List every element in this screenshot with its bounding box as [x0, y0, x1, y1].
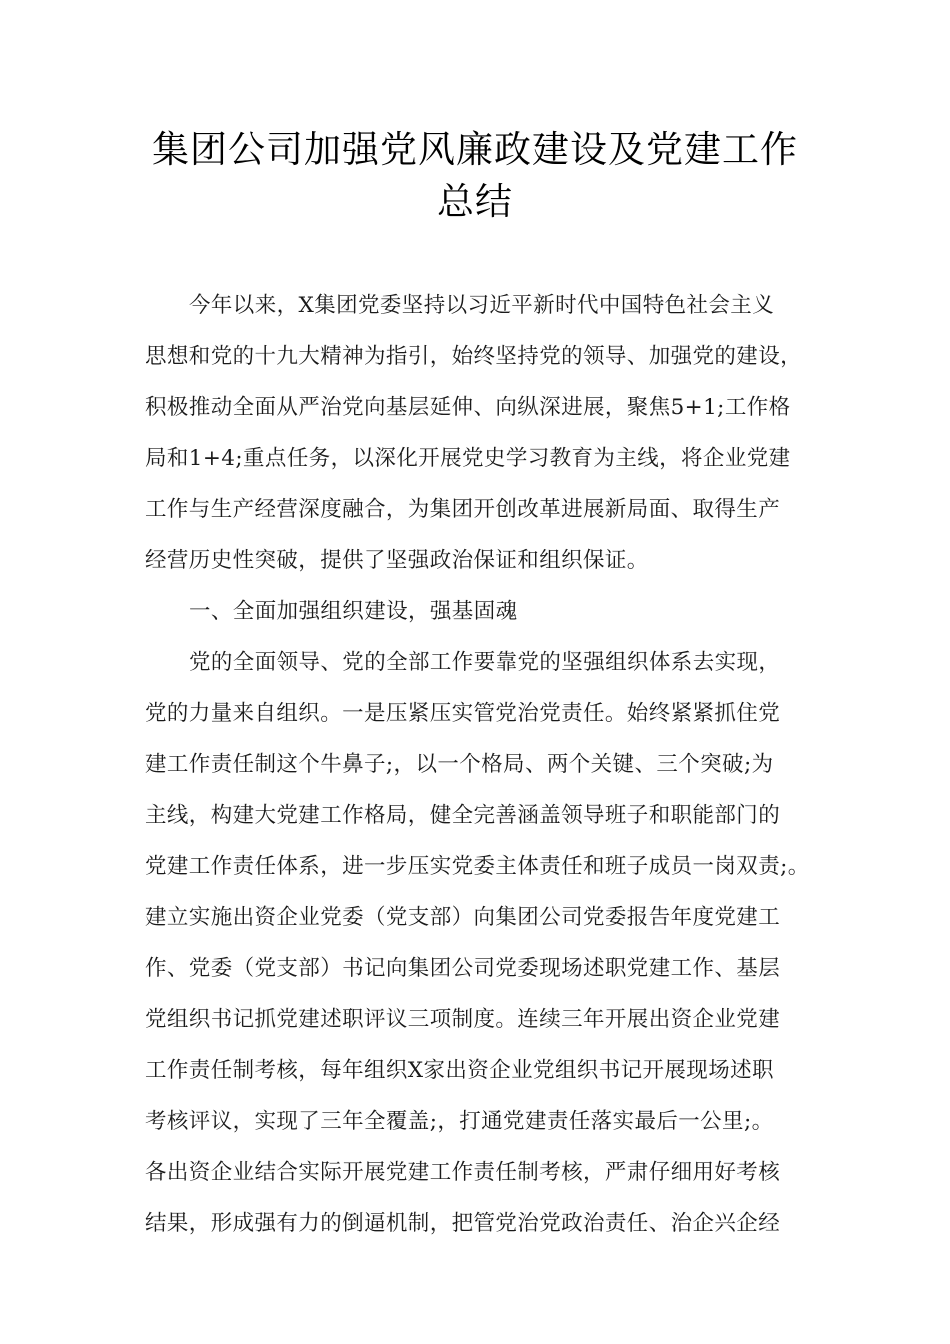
paragraph-section-1-line: 党建工作责任体系，进一步压实党委主体责任和班子成员一岗双责;。 — [145, 854, 810, 879]
paragraph-intro-line: 经营历史性突破，提供了坚强政治保证和组织保证。 — [145, 548, 649, 573]
paragraph-intro-line: 今年以来，X集团党委坚持以习近平新时代中国特色社会主义 — [189, 293, 775, 318]
paragraph-intro-line: 积极推动全面从严治党向基层延伸、向纵深进展，聚焦5+1;工作格 — [145, 395, 791, 420]
title-line-1: 集团公司加强党风廉政建设及党建工作 — [152, 128, 798, 171]
paragraph-section-1-line: 各出资企业结合实际开展党建工作责任制考核，严肃仔细用好考核 — [145, 1160, 781, 1185]
paragraph-section-1-line: 结果，形成强有力的倒逼机制，把管党治党政治责任、治企兴企经 — [145, 1211, 781, 1236]
paragraph-section-1-line: 建工作责任制这个牛鼻子;，以一个格局、两个关键、三个突破;为 — [145, 752, 774, 777]
paragraph-section-1-line: 党组织书记抓党建述职评议三项制度。连续三年开展出资企业党建 — [145, 1007, 781, 1032]
title-line-2: 总结 — [437, 180, 513, 223]
section-heading-1: 一、全面加强组织建设，强基固魂 — [189, 599, 518, 624]
paragraph-intro-line: 局和1+4;重点任务，以深化开展党史学习教育为主线，将企业党建 — [145, 446, 791, 471]
paragraph-section-1-line: 党的全面领导、党的全部工作要靠党的坚强组织体系去实现， — [189, 650, 781, 675]
document-title — [120, 124, 830, 228]
paragraph-intro-line: 工作与生产经营深度融合，为集团开创改革进展新局面、取得生产 — [145, 497, 781, 522]
paragraph-section-1-line: 主线，构建大党建工作格局，健全完善涵盖领导班子和职能部门的 — [145, 803, 781, 828]
paragraph-intro-line: 思想和党的十九大精神为指引，始终坚持党的领导、加强党的建设， — [145, 344, 803, 369]
paragraph-section-1-line: 考核评议，实现了三年全覆盖;，打通党建责任落实最后一公里;。 — [145, 1109, 774, 1134]
paragraph-section-1-line: 党的力量来自组织。一是压紧压实管党治党责任。始终紧紧抓住党 — [145, 701, 781, 726]
paragraph-section-1-line: 建立实施出资企业党委（党支部）向集团公司党委报告年度党建工 — [145, 905, 781, 930]
paragraph-section-1-line: 作、党委（党支部）书记向集团公司党委现场述职党建工作、基层 — [145, 956, 781, 981]
paragraph-section-1-line: 工作责任制考核，每年组织X家出资企业党组织书记开展现场述职 — [145, 1058, 774, 1083]
document-body — [145, 280, 815, 1249]
